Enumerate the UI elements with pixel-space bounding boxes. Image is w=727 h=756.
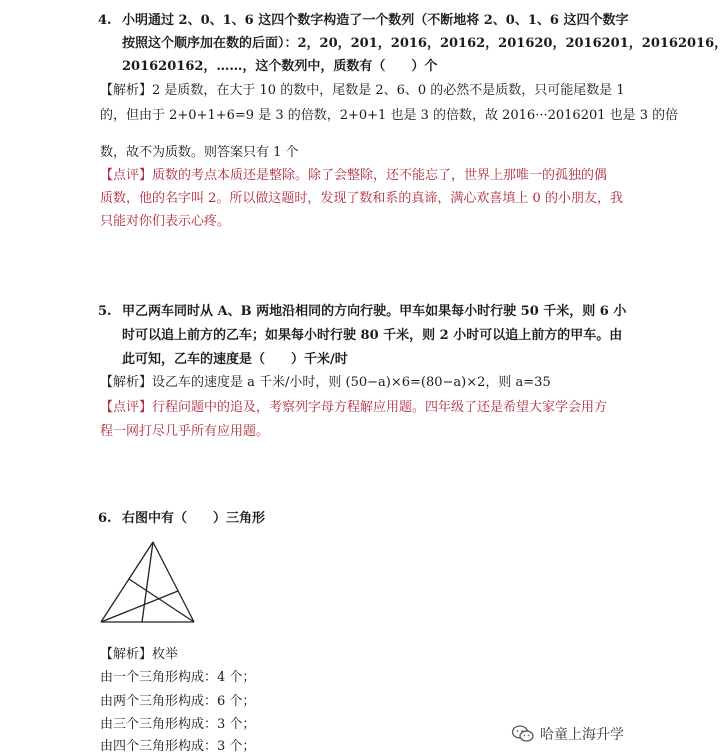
analysis-line: 【解析】2 是质数，在大于 10 的数中，尾数是 2、6、0 的必然不是质数，只可能尾数是 1 [100,83,625,98]
list-item: 由三个三角形构成：3 个； [100,717,256,732]
list-item: 由两个三角形构成：6 个； [100,694,256,709]
question-stem-line: 右图中有（ ）三角形 [122,511,266,526]
triangle-figure [98,540,198,630]
list-item: 由一个三角形构成：4 个； [100,670,256,685]
question-stem-line: 小明通过 2、0、1、6 这四个数字构造了一个数列（不断地将 2、0、1、6 这四个数字 [122,13,629,28]
wechat-icon [512,725,534,743]
comment-line: 质数，他的名字叫 2。所以做这题时，发现了数和系的真谛，满心欢喜填上 0 的小朋友，我 [100,191,623,206]
inner-line [129,579,194,622]
question-stem-line: 按照这个顺序加在数的后面）：2，20，201，2016，20162，201620，2016201，20162016， [122,36,727,51]
question-stem-line: 此可知，乙车的速度是（ ）千米/时 [122,352,348,367]
inner-line [101,591,178,622]
question-number: 5. [98,304,112,319]
watermark-text: 哈童上海升学 [540,727,624,743]
triangle-edge [101,542,153,622]
inner-line [142,542,153,622]
question-stem-line: 201620162，……，这个数列中，质数有（ ）个 [122,59,438,74]
question-number: 4. [98,13,112,28]
question-stem-line: 时可以追上前方的乙车；如果每小时行驶 80 千米，则 2 小时可以追上前方的甲车。由 [122,328,623,343]
triangle-edge [153,542,194,622]
analysis-line: 数，故不为质数。则答案只有 1 个 [100,145,299,160]
watermark [512,724,624,744]
analysis-line: 【解析】枚举 [100,647,179,662]
comment-line: 【点评】质数的考点本质还是整除。除了会整除，还不能忘了，世界上那唯一的孤独的偶 [100,168,608,183]
analysis-line: 的，但由于 2+0+1+6=9 是 3 的倍数，2+0+1 也是 3 的倍数，故 2016···2016201 也是 3 的倍 [100,108,679,123]
comment-line: 程一网打尽几乎所有应用题。 [100,424,270,439]
comment-line: 【点评】行程问题中的追及，考察列字母方程解应用题。四年级了还是希望大家学会用方 [100,400,608,415]
analysis-line: 【解析】设乙车的速度是 a 千米/小时，则 (50−a)×6=(80−a)×2，则 a=35 [100,375,551,390]
comment-line: 只能对你们表示心疼。 [100,214,231,229]
list-item: 由四个三角形构成：3 个； [100,739,256,754]
question-stem-line: 甲乙两车同时从 A、B 两地沿相同的方向行驶。甲车如果每小时行驶 50 千米，则 6 小 [122,304,627,319]
question-number: 6. [98,511,112,526]
